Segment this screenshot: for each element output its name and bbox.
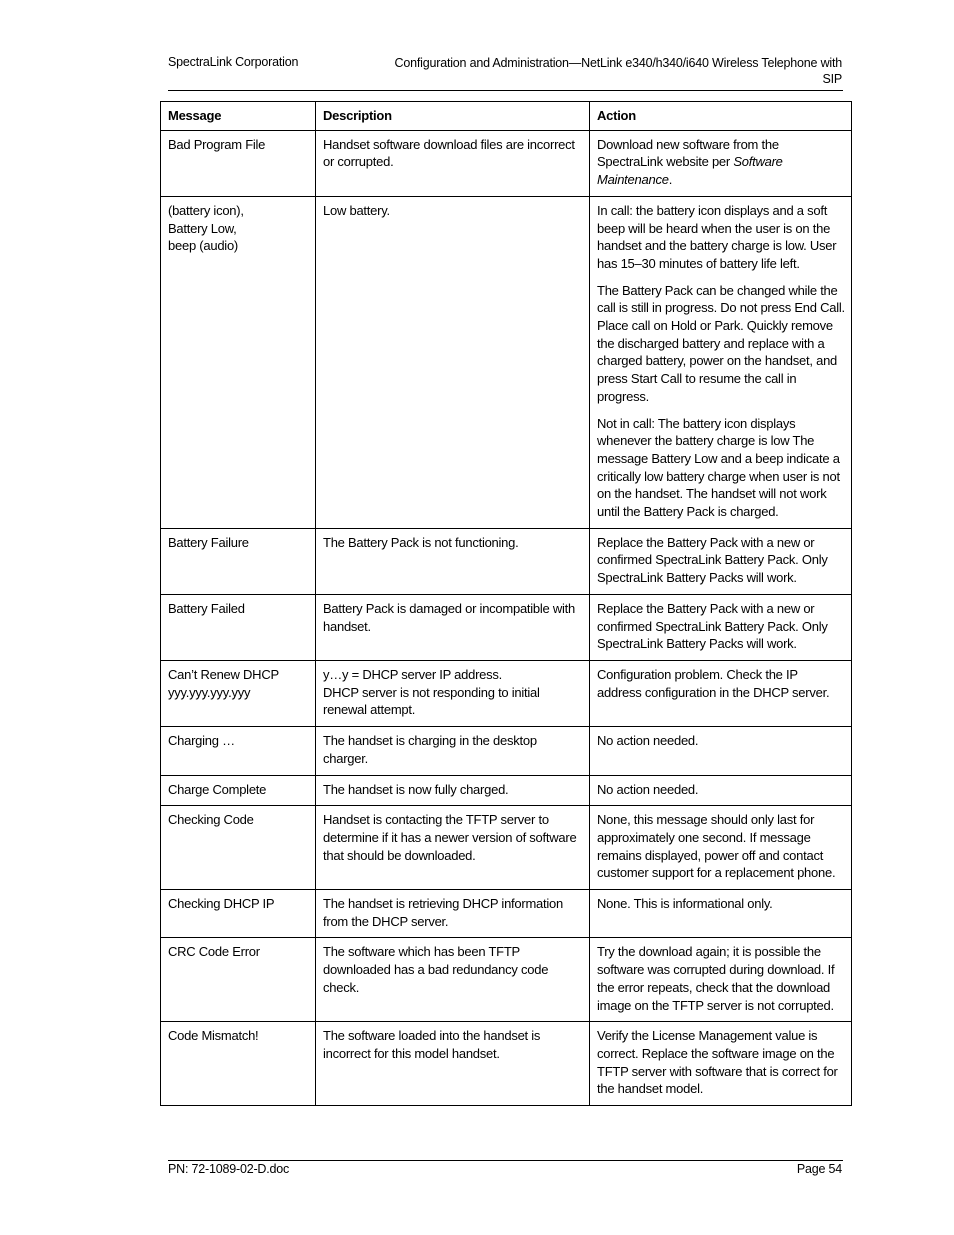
message-cell: [161, 727, 316, 775]
description-cell: [316, 196, 590, 528]
description-text: Low battery.: [323, 202, 390, 218]
action-text: Not in call: The battery icon displays whenever the battery charge is low The message Battery Low and a beep indicate a critically low battery charge when user is not on the handset. The handset will not work until the Battery Pack is charged.: [597, 415, 840, 520]
message-cell: [161, 196, 316, 528]
action-text: Replace the Battery Pack with a new or confirmed SpectraLink Battery Pack. Only SpectraLink Battery Packs will work.: [597, 600, 828, 652]
table-header-row: [161, 102, 852, 131]
action-text: None, this message should only last for approximately one second. If message remains displayed, power off and contact customer support for a replacement phone.: [597, 812, 836, 881]
action-cell: [590, 660, 852, 726]
column-header-message: Message: [161, 102, 316, 131]
description-cell: [316, 1022, 590, 1106]
table-row: [161, 938, 852, 1022]
message-cell: [161, 594, 316, 660]
message-cell: [161, 660, 316, 726]
message-cell: [161, 890, 316, 938]
message-text: Battery Failure: [168, 534, 249, 550]
description-text: The handset is now fully charged.: [323, 781, 509, 797]
message-text: Bad Program File: [168, 136, 266, 152]
description-cell: [316, 775, 590, 806]
footer-page-number: Page 54: [796, 1162, 842, 1176]
description-cell: [316, 727, 590, 775]
action-text: [597, 136, 845, 189]
description-text: The handset is charging in the desktop charger.: [323, 733, 537, 766]
message-text: (battery icon),: [168, 202, 244, 218]
table-row: [161, 727, 852, 775]
action-text: No action needed.: [597, 781, 699, 797]
footer-divider: [168, 1160, 843, 1161]
message-text: Charging …: [168, 733, 235, 749]
action-text-part: Download new software from the SpectraLink website per: [597, 136, 779, 170]
table-row: [161, 196, 852, 528]
column-header-description: Description: [316, 102, 590, 131]
action-cell: [590, 775, 852, 806]
message-cell: [161, 938, 316, 1022]
description-cell: [316, 528, 590, 594]
message-cell: [161, 1022, 316, 1106]
description-text: The software which has been TFTP downloaded has a bad redundancy code check.: [323, 944, 549, 995]
action-text: No action needed.: [597, 733, 699, 749]
description-cell: [316, 806, 590, 890]
footer-part-number: PN: 72-1089-02-D.doc: [168, 1162, 290, 1176]
action-text-part: .: [668, 172, 673, 188]
action-text: None. This is informational only.: [597, 896, 773, 912]
message-text: Checking DHCP IP: [168, 896, 275, 912]
message-text: Can’t Renew DHCP: [168, 666, 279, 682]
action-cell: [590, 528, 852, 594]
message-text: Code Mismatch!: [168, 1028, 259, 1044]
action-text: Verify the License Management value is correct. Replace the software image on the TFTP server with software that is correct for the handset model.: [597, 1028, 838, 1097]
action-text: In call: the battery icon displays and a soft beep will be heard when the user is on the handset and the battery charge is low. User has 15–30 minutes of battery life left.: [597, 202, 837, 271]
description-text: DHCP server is not responding to initial renewal attempt.: [323, 684, 540, 718]
action-cell: [590, 806, 852, 890]
message-cell: [161, 806, 316, 890]
message-text: Checking Code: [168, 812, 254, 828]
action-cell: [590, 130, 852, 196]
action-cell: [590, 594, 852, 660]
column-header-action: Action: [590, 102, 852, 131]
description-text: The Battery Pack is not functioning.: [323, 534, 519, 550]
description-text: Handset software download files are incorrect or corrupted.: [323, 136, 575, 170]
description-cell: [316, 130, 590, 196]
message-table: [160, 101, 852, 1106]
description-cell: [316, 660, 590, 726]
description-cell: [316, 594, 590, 660]
table-row: [161, 660, 852, 726]
message-cell: [161, 528, 316, 594]
description-cell: [316, 938, 590, 1022]
action-text: Configuration problem. Check the IP address configuration in the DHCP server.: [597, 666, 830, 700]
header-document-title: Configuration and Administration—NetLink e340/h340/i640 Wireless Telephone with SIP: [394, 56, 842, 86]
message-text: yyy.yyy.yyy.yyy: [168, 684, 251, 700]
message-text: beep (audio): [168, 238, 238, 254]
message-cell: [161, 130, 316, 196]
table-row: [161, 890, 852, 938]
action-cell: [590, 938, 852, 1022]
description-text: y…y = DHCP server IP address.: [323, 666, 503, 682]
message-text: Battery Failed: [168, 600, 245, 616]
description-cell: [316, 890, 590, 938]
action-cell: [590, 196, 852, 528]
message-text: Charge Complete: [168, 781, 267, 797]
message-text: CRC Code Error: [168, 944, 260, 960]
action-text: Try the download again; it is possible the software was corrupted during download. If the error repeats, check that the download image on the TFTP server is not corrupted.: [597, 944, 835, 1013]
message-cell: [161, 775, 316, 806]
action-cell: [590, 727, 852, 775]
description-text: Battery Pack is damaged or incompatible with handset.: [323, 600, 576, 634]
message-text: Battery Low,: [168, 220, 237, 236]
table-row: [161, 1022, 852, 1106]
action-cell: [590, 1022, 852, 1106]
table-row: [161, 528, 852, 594]
action-cell: [590, 890, 852, 938]
description-text: The software loaded into the handset is incorrect for this model handset.: [323, 1028, 541, 1061]
action-text: The Battery Pack can be changed while the call is still in progress. Do not press End Call. Place call on Hold or Park. Quickly remove the discharged battery and replace with a charged battery, power on the handset, and press Start Call to resume the call in progress.: [597, 282, 845, 404]
table-row: [161, 775, 852, 806]
action-reference: Software Maintenance: [597, 154, 783, 188]
header-divider: [168, 90, 843, 91]
table-row: [161, 130, 852, 196]
table-row: [161, 806, 852, 890]
header-company: SpectraLink Corporation: [168, 55, 299, 69]
action-text: Replace the Battery Pack with a new or confirmed SpectraLink Battery Pack. Only SpectraLink Battery Packs will work.: [597, 534, 828, 586]
description-text: The handset is retrieving DHCP information from the DHCP server.: [323, 896, 563, 929]
description-text: Handset is contacting the TFTP server to determine if it has a newer version of software that should be downloaded.: [323, 812, 577, 863]
table-row: [161, 594, 852, 660]
